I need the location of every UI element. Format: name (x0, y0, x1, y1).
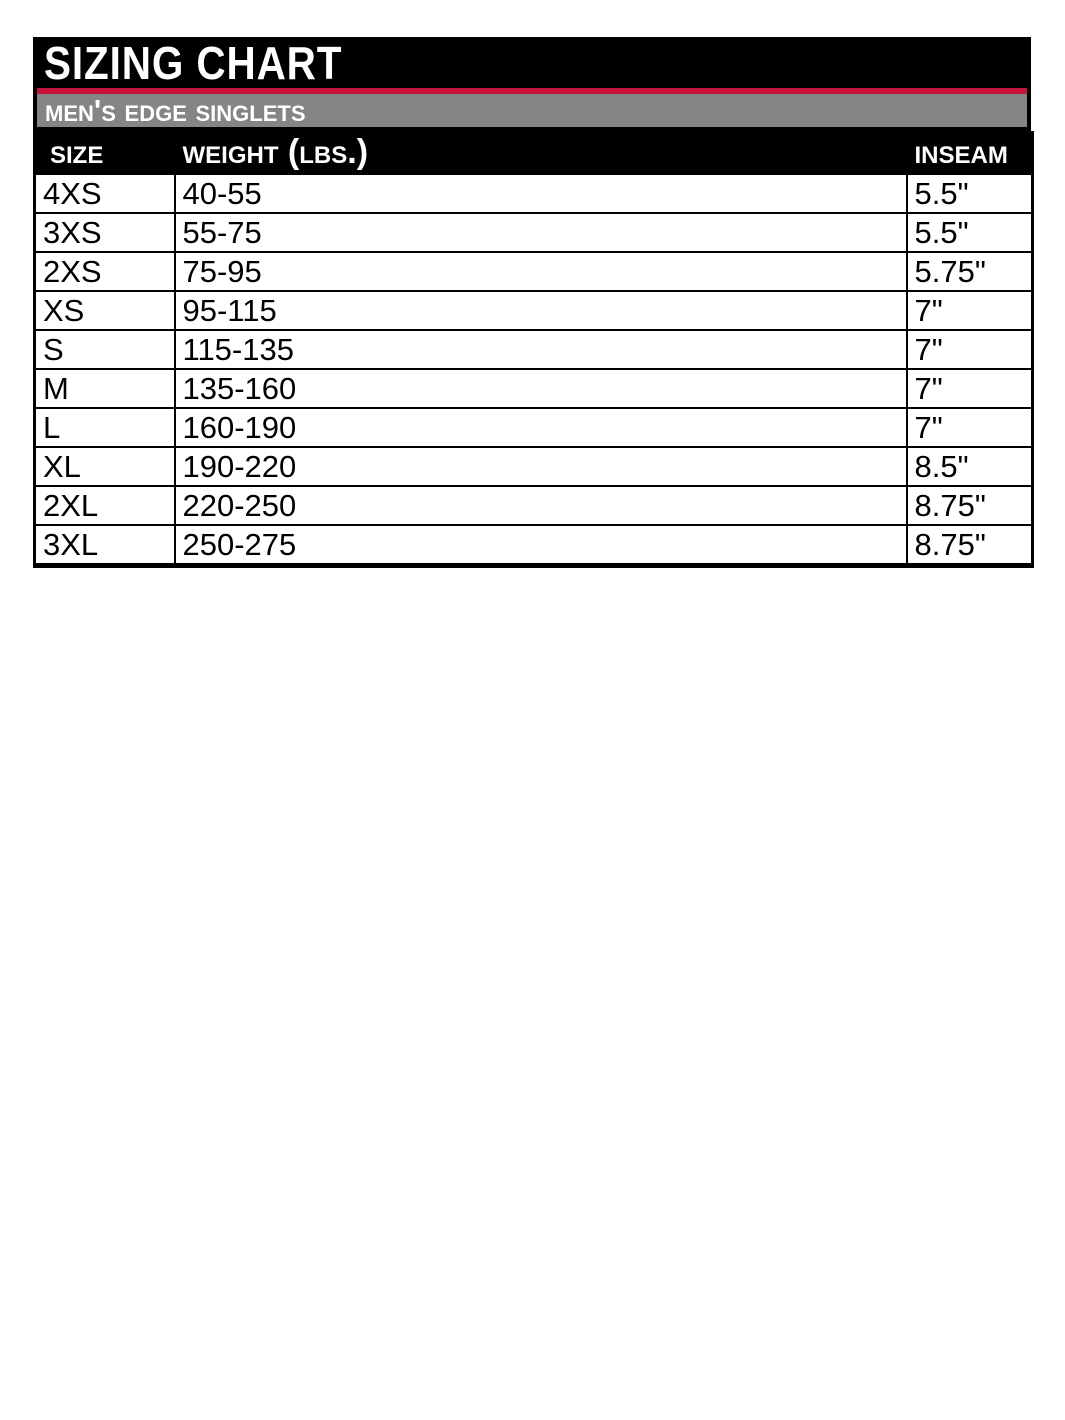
table-row (35, 369, 1033, 408)
size-cell: 3XL (35, 525, 175, 566)
table-row (35, 447, 1033, 486)
table-row (35, 408, 1033, 447)
size-cell: XL (35, 447, 175, 486)
panel-header (33, 37, 1031, 131)
table-row (35, 486, 1033, 525)
inseam-cell: 5.5" (907, 174, 1033, 213)
table-header-row (35, 131, 1033, 174)
inseam-cell: 5.75" (907, 252, 1033, 291)
weight-cell: 55-75 (175, 213, 907, 252)
col-header-inseam: inseam (907, 131, 1033, 174)
size-cell: 2XS (35, 252, 175, 291)
weight-cell: 115-135 (175, 330, 907, 369)
table-row (35, 291, 1033, 330)
inseam-cell: 7" (907, 369, 1033, 408)
size-cell: M (35, 369, 175, 408)
size-cell: 2XL (35, 486, 175, 525)
size-cell: L (35, 408, 175, 447)
inseam-cell: 5.5" (907, 213, 1033, 252)
weight-cell: 75-95 (175, 252, 907, 291)
weight-cell: 40-55 (175, 174, 907, 213)
table-row (35, 330, 1033, 369)
size-cell: S (35, 330, 175, 369)
weight-cell: 160-190 (175, 408, 907, 447)
chart-subtitle: men's edge singlets (45, 94, 306, 127)
table-row (35, 174, 1033, 213)
inseam-cell: 8.75" (907, 525, 1033, 566)
weight-cell: 95-115 (175, 291, 907, 330)
size-cell: 3XS (35, 213, 175, 252)
weight-cell: 135-160 (175, 369, 907, 408)
size-cell: 4XS (35, 174, 175, 213)
inseam-cell: 7" (907, 330, 1033, 369)
title-band (33, 37, 1031, 88)
sizing-table (33, 131, 1034, 568)
table-header (35, 131, 1033, 174)
col-header-size: size (35, 131, 175, 174)
inseam-cell: 8.5" (907, 447, 1033, 486)
weight-cell: 220-250 (175, 486, 907, 525)
inseam-cell: 8.75" (907, 486, 1033, 525)
weight-cell: 190-220 (175, 447, 907, 486)
chart-title: SIZING CHART (44, 37, 343, 88)
table-row (35, 213, 1033, 252)
inseam-cell: 7" (907, 408, 1033, 447)
subtitle-band (37, 94, 1027, 127)
table-row (35, 252, 1033, 291)
col-header-weight: weight (lbs.) (175, 131, 907, 174)
weight-cell: 250-275 (175, 525, 907, 566)
sizing-chart-panel (33, 37, 1031, 568)
table-body (35, 174, 1033, 566)
size-cell: XS (35, 291, 175, 330)
inseam-cell: 7" (907, 291, 1033, 330)
table-row (35, 525, 1033, 566)
